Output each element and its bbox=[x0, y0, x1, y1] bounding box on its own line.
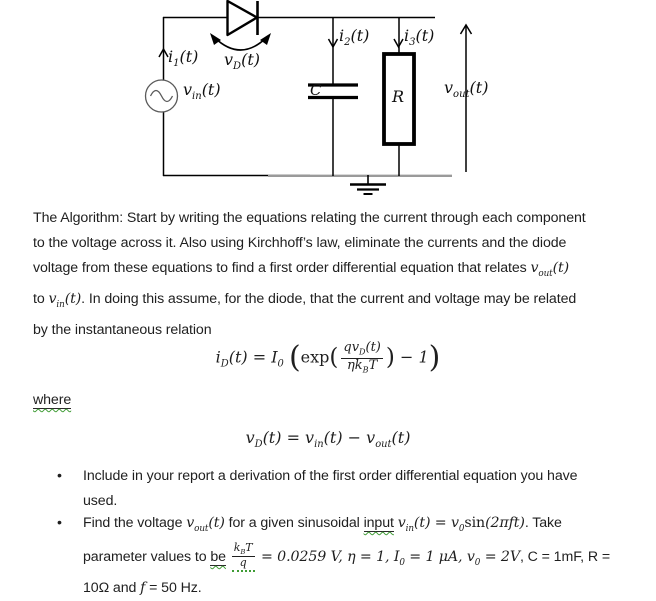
label-i1: $i_1(t)$ bbox=[168, 47, 199, 70]
bullet-marker: • bbox=[57, 515, 62, 531]
label-capacitor: C bbox=[310, 81, 322, 99]
vd-arrow-right-head bbox=[260, 33, 271, 45]
label-vout: $v_{out}(t)$ bbox=[444, 78, 489, 101]
bullet-find-voltage bbox=[57, 511, 610, 601]
label-i3: $i_3(t)$ bbox=[404, 26, 435, 49]
algorithm-paragraph: The Algorithm: Start by writing the equations relating the current through each component to the voltage across it. Also using Kirchhoff’s law, eliminate the currents and the diode voltage from these equations to find a first order differential equation that relates $v_{out}(t)$ to $v_{in}(t)$. In doing this assume, for the diode, that the current and voltage may be related by the instantaneous relation bbox=[33, 210, 586, 338]
ground-icon bbox=[350, 175, 386, 194]
bullet-find-voltage-text: Find the voltage $v_{out}(t)$ for a given sinusoidal input $v_{in}(t) = v_0\sin(2\pi ft)$. Take parameter values to be $\frac{k_BT}{q}$ = 0.0259 V, η = 1, $I_0 = 1$ μA, $v_0 = 2V$, C = 1mF, R = 10Ω and f = 50 Hz. bbox=[83, 515, 611, 596]
vd-arc-arrow bbox=[210, 33, 271, 50]
label-resistor: R bbox=[392, 87, 405, 106]
ac-source-icon bbox=[146, 80, 178, 112]
bullet-derivation-text: Include in your report a derivation of the first order differential equation you have used. bbox=[83, 468, 578, 509]
bullet-marker: • bbox=[57, 468, 62, 484]
bullet-derivation bbox=[57, 464, 577, 514]
diode-icon bbox=[228, 1, 258, 35]
label-vd: $v_D(t)$ bbox=[224, 50, 260, 73]
label-vin: $v_{in}(t)$ bbox=[183, 80, 221, 103]
circuit-figure bbox=[0, 0, 656, 202]
where-label: where bbox=[33, 392, 72, 408]
label-i2: $i_2(t)$ bbox=[339, 26, 370, 49]
vd-arrow-left-head bbox=[210, 33, 221, 45]
diode-current-equation: $i_D(t) = I_0$ (exp( $\frac{qv_D(t)}{\eta k_BT}$ ) − 1) bbox=[215, 340, 441, 375]
diode-voltage-equation: $v_D(t) = v_{in}(t) - v_{out}(t)$ bbox=[245, 428, 411, 451]
